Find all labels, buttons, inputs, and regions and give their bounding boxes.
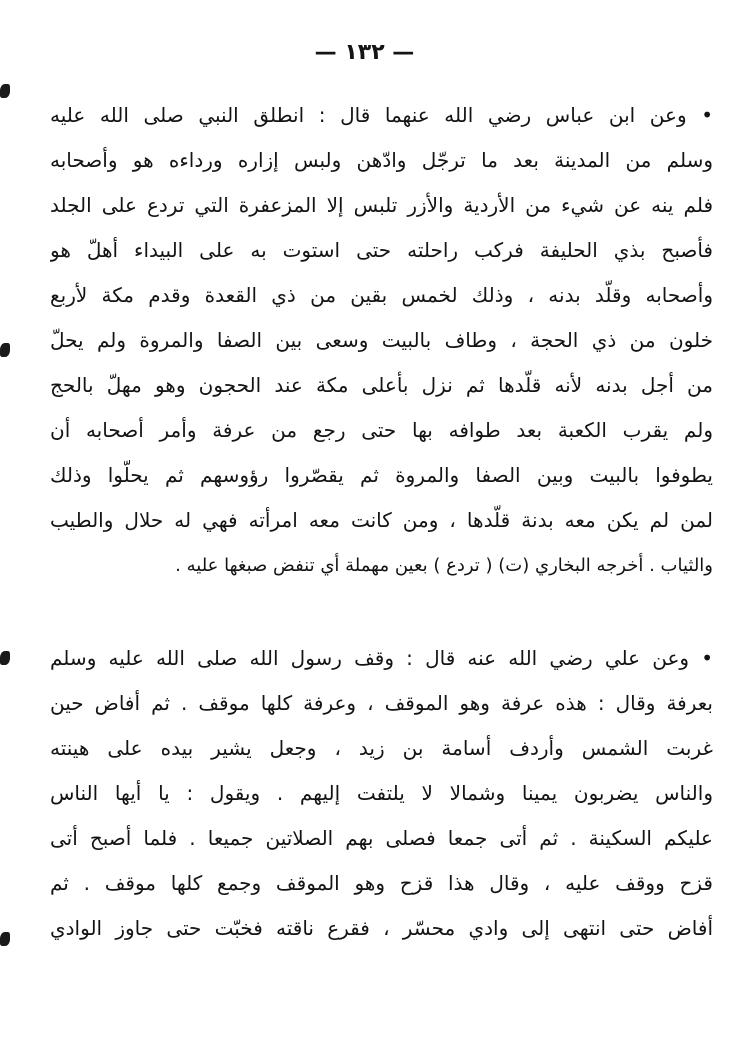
text-line: وسلم من المدينة بعد ما ترجّل وادّهن ولبس إزاره ورداءه هو وأصحابه [50, 148, 713, 172]
text-line: أفاض حتى انتهى إلى وادي محسّر ، فقرع ناقته فخبّت حتى جاوز الوادي [50, 916, 713, 940]
hadith-2-paragraph [50, 636, 713, 951]
text-line: قزح ووقف عليه ، وقال هذا قزح وهو الموقف وجمع كلها موقف . ثم [50, 871, 713, 895]
text-line: • وعن علي رضي الله عنه قال : وقف رسول الله صلى الله عليه وسلم [50, 646, 713, 670]
text-line: فلم ينه عن شيء من الأردية والأزر تلبس إلا المزعفرة التي تردع على الجلد [50, 193, 713, 217]
text-line: عليكم السكينة . ثم أتى جمعا فصلى بهم الصلاتين جميعا . فلما أصبح أتى [50, 826, 713, 850]
text-line-with-note: والثياب . أخرجه البخاري (ت) ( تردع ) بعين مهملة أي تنفض صبغها عليه . [175, 555, 713, 576]
text-line: • وعن ابن عباس رضي الله عنهما قال : انطلق النبي صلى الله عليه [50, 103, 713, 127]
text-line: بعرفة وقال : هذه عرفة وهو الموقف ، وعرفة كلها موقف . ثم أفاض حين [50, 691, 713, 715]
text-line: غربت الشمس وأردف أسامة بن زيد ، وجعل يشير بيده على هينته [50, 736, 713, 760]
text-line: لمن لم يكن معه بدنة قلّدها ، ومن كانت معه امرأته فهي له حلال والطيب [50, 508, 713, 532]
margin-ink-mark [0, 932, 10, 946]
text-line: من أجل بدنه لأنه قلّدها ثم نزل بأعلى مكة عند الحجون وهو مهلّ بالحج [50, 373, 713, 397]
text-line: وأصحابه وقلّد بدنه ، وذلك لخمس بقين من ذي القعدة وقدم مكة لأربع [50, 283, 713, 307]
text-line: والناس يضربون يمينا وشمالا لا يلتفت إليهم . ويقول : يا أيها الناس [50, 781, 713, 805]
margin-ink-mark [0, 651, 10, 665]
margin-ink-mark [0, 84, 10, 98]
hadith-1-paragraph [50, 93, 713, 588]
margin-ink-mark [0, 343, 10, 357]
page-number: — ١٣٢ — [314, 40, 415, 65]
text-line: خلون من ذي الحجة ، وطاف بالبيت وسعى بين الصفا والمروة ولم يحلّ [50, 328, 713, 352]
text-line: فأصبح بذي الحليفة فركب راحلته حتى استوت به على البيداء أهلّ هو [50, 238, 713, 262]
text-line: ولم يقرب الكعبة بعد طوافه بها حتى رجع من عرفة وأمر أصحابه أن [50, 418, 713, 442]
text-line: يطوفوا بالبيت وبين الصفا والمروة ثم يقصّروا رؤوسهم ثم يحلّوا وذلك [50, 463, 713, 487]
